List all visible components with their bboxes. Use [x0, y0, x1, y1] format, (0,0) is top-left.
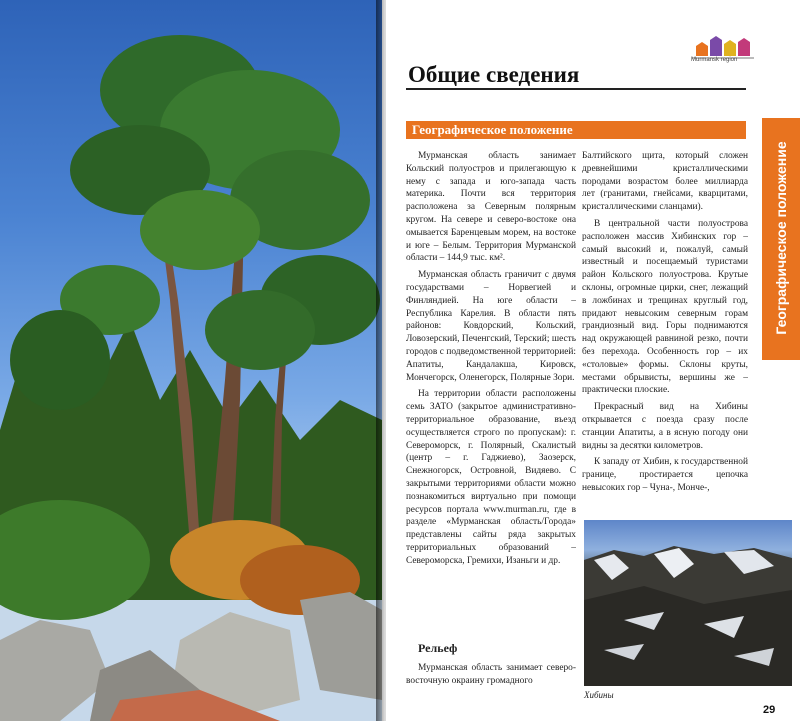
paragraph: К западу от Хибин, к государственной границе, простирается цепочка невысоких гор – Чуна-, Монче-, — [582, 457, 748, 493]
text-column-1 — [406, 150, 576, 640]
paragraph: На территории области расположены семь ЗАТО (закрытое административно-территориальное образование, въезд осуществляется строго по пропускам): г. Североморск, г. Полярный, Скалистый (центр – г. Гаджиево), Заозерск, Снежногорск, Островной, Видяево. С закрытыми территориями области можно познакомиться виртуально при помощи ресурсов портала www.murman.ru, где в разделе «Мурманская область/Города» представлены сайты ряда закрытых территориальных образований – Североморска, Гремихи, Изаньги и др. — [406, 389, 576, 566]
relief-heading: Рельеф — [418, 641, 458, 655]
logo-text: Murmansk region — [691, 57, 738, 63]
photo-caption: Хибины — [584, 690, 614, 700]
page-title: Общие сведения — [408, 62, 580, 87]
pine-tree-photo — [0, 0, 382, 721]
paragraph: Мурманская область граничит с двумя государствами – Норвегией и Финляндией. На юге области – Республика Карелия. В области пять районов: Ковдорский, Кольский, Ловозерский, Печенгский, Терский; шесть городов с подведомственной территорией: Апатиты, Кандалакша, Кировск, Мончегорск, Оленегорск, Полярные Зори. — [406, 270, 576, 383]
page-number: 29 — [763, 704, 776, 716]
paragraph: Мурманская область занимает северо-восточную окраину громадного — [406, 663, 576, 686]
paragraph: Прекрасный вид на Хибины открывается с поезда сразу после станции Апатиты, а в ясную погоду они видны за десятки километров. — [582, 402, 748, 451]
side-tab — [762, 118, 800, 360]
paragraph: Мурманская область занимает Кольский полуостров и прилегающую к нему с запада и юго-запада часть материка. Почти вся территория расположена за Северным полярным кругом. На севере и северо-востоке она омывается Баренцевым морем, на востоке и юге – Белым. Территория Мурманской области – 144,9 тыс. км². — [406, 151, 576, 264]
paragraph: В центральной части полуострова расположен массив Хибинских гор – самый высокий и, пожалуй, самый известный и посещаемый туристами район Кольского полуострова. Крутые склоны, огромные цирки, снег, лежащий в ложбинах и трещинах круглый год, придают невысоким северным горам грандиозный вид. Горы поднимаются над окружающей равниной резко, почти без перехода. Особенность гор – их «столовые» формы. Склоны круты, местами обрывисты, вершины же – практически плоские. — [582, 218, 748, 396]
section-heading: Географическое положение — [412, 122, 573, 137]
relief-text — [406, 662, 576, 702]
paragraph: Балтийского щита, который сложен древнейшими кристаллическими породами возрастом более миллиарда лет (гранитами, гнейсами, кварцитами, кристаллическими сланцами). — [582, 151, 748, 213]
text-column-2 — [582, 150, 748, 510]
right-page — [386, 0, 800, 721]
khibiny-photo — [584, 520, 792, 686]
title-rule — [406, 88, 746, 90]
side-tab-label: Географическое положение — [773, 141, 789, 335]
